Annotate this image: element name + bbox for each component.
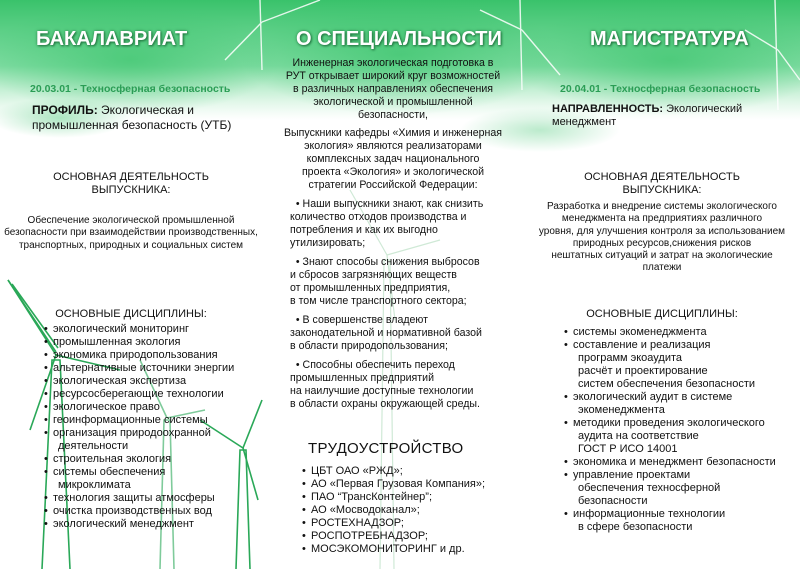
list-item: • геоинформационные системы — [44, 414, 208, 426]
list-item: • РОСТЕХНАДЗОР; — [302, 517, 404, 529]
list-item-continuation: аудита на соответствие — [578, 430, 699, 442]
bachelor-disciplines-list — [44, 323, 234, 531]
specialty-bullets — [290, 198, 522, 411]
list-item: • экологическое право — [44, 401, 160, 413]
list-item: • экологический мониторинг — [44, 323, 190, 335]
list-item: • методики проведения экологического — [564, 417, 765, 429]
employment-heading: ТРУДОУСТРОЙСТВО — [308, 440, 464, 457]
list-item-continuation: программ экоаудита — [578, 352, 683, 364]
master-activity-heading: ОСНОВНАЯ ДЕЯТЕЛЬНОСТЬ ВЫПУСКНИКА: — [584, 171, 740, 196]
bachelor-code: 20.03.01 - Техносферная безопасность — [30, 83, 231, 95]
master-disciplines-heading: ОСНОВНЫЕ ДИСЦИПЛИНЫ: — [586, 308, 738, 320]
activity-heading-line1: ОСНОВНАЯ ДЕЯТЕЛЬНОСТЬ — [53, 171, 209, 183]
direction-label: НАПРАВЛЕННОСТЬ: — [552, 103, 664, 115]
master-title: МАГИСТРАТУРА — [590, 28, 749, 50]
employers-list — [302, 465, 485, 556]
list-item: • АО «Первая Грузовая Компания»; — [302, 478, 486, 490]
list-item: • ПАО “ТрансКонтейнер”; — [302, 491, 432, 503]
list-item-continuation: микроклимата — [58, 479, 131, 491]
list-item: • системы экоменеджмента — [564, 326, 707, 338]
list-item-continuation: деятельности — [58, 440, 129, 452]
bachelor-activity-heading — [0, 171, 262, 197]
profile-label: ПРОФИЛЬ: — [32, 103, 98, 117]
list-item: • экологический менеджмент — [44, 518, 194, 530]
list-item-continuation: в сфере безопасности — [578, 521, 693, 533]
bullet-block: • Способны обеспечить переход промышленных предприятий на наилучшие доступные технологии в области охраны окружающей среды. — [290, 359, 480, 410]
bachelor-title: БАКАЛАВРИАТ — [36, 28, 188, 50]
bachelor-activity-text — [0, 215, 262, 252]
list-item: • экономика природопользования — [44, 349, 218, 361]
specialty-intro: Инженерная экологическая подготовка в РУТ открывает широкий круг возможностей в различных направлениях обеспечения экологической и промышленной безопасности, — [285, 57, 501, 121]
list-item: • ресурсосберегающие технологии — [44, 388, 224, 400]
activity-heading-line2: ВЫПУСКНИКА: — [91, 184, 171, 196]
master-code: 20.04.01 - Техносферная безопасность — [560, 83, 761, 95]
list-item: • альтернативные источники энергии — [44, 362, 235, 374]
list-item: • технология защиты атмосферы — [44, 492, 215, 504]
activity-text-line: безопасности при взаимодействии производственных, — [4, 227, 258, 239]
bullet-block: • Знают способы снижения выбросов и сбросов загрязняющих веществ от промышленных предприятия, в том числе транспортного сектора; — [290, 256, 480, 307]
list-item: • экологический аудит в системе — [564, 391, 733, 403]
list-item: • ЦБТ ОАО «РЖД»; — [302, 465, 403, 477]
master-activity-text: Разработка и внедрение системы экологического менеджмента на предприятиях различного уровня, для улучшения контроля за использованием природных ресурсов,снижения рисков нештатных ситуаций и затрат на экологические платежи — [538, 201, 786, 274]
bachelor-disciplines-heading: ОСНОВНЫЕ ДИСЦИПЛИНЫ: — [55, 308, 207, 320]
list-item: • экологическая экспертиза — [44, 375, 187, 387]
activity-text-line: транспортных, природных и социальных систем — [18, 239, 244, 251]
direction-value: Экологический менеджмент — [552, 103, 743, 128]
list-item: • строительная экология — [44, 453, 172, 465]
list-item: • организация природоохранной — [44, 427, 211, 439]
profile-value-line2: промышленная безопасность (УТБ) — [32, 118, 232, 132]
list-item-continuation: обеспечения техносферной — [578, 482, 721, 494]
list-item: • управление проектами — [564, 469, 691, 481]
list-item-continuation: расчёт и проектирование — [578, 365, 708, 377]
specialty-graduates: Выпускники кафедры «Химия и инженерная экология» являются реализаторами комплексных задач национального проекта «Экология» и экологической стратегии Российской Федерации: — [283, 127, 503, 191]
list-item: • промышленная экология — [44, 336, 181, 348]
list-item: • информационные технологии — [564, 508, 726, 520]
specialty-title: О СПЕЦИАЛЬНОСТИ — [296, 28, 502, 50]
list-item-continuation: безопасности — [578, 495, 648, 507]
list-item: • составление и реализация — [564, 339, 711, 351]
list-item: • системы обеспечения — [44, 466, 166, 478]
list-item: • МОСЭКОМОНИТОРИНГ и др. — [302, 543, 465, 555]
master-disciplines-list — [564, 326, 776, 534]
list-item-continuation: систем обеспечения безопасности — [578, 378, 756, 390]
list-item-continuation: экоменеджмента — [578, 404, 665, 416]
list-item: • АО «Мосводоканал»; — [302, 504, 420, 516]
list-item: • экономика и менеджмент безопасности — [564, 456, 776, 468]
bullet-block: • Наши выпускники знают, как снизить количество отходов производства и потребления и как их выгодно утилизировать; — [290, 198, 484, 249]
list-item: • очистка производственных вод — [44, 505, 212, 517]
list-item: • РОСПОТРЕБНАДЗОР; — [302, 530, 428, 542]
bullet-block: • В совершенстве владеют законодательной и нормативной базой в области природопользования; — [290, 314, 482, 352]
list-item-continuation: ГОСТ Р ИСО 14001 — [578, 443, 678, 455]
activity-text-line: Обеспечение экологической промышленной — [27, 215, 235, 226]
bachelor-profile — [32, 103, 231, 133]
profile-value: Экологическая и — [97, 103, 195, 117]
master-direction — [552, 103, 800, 129]
